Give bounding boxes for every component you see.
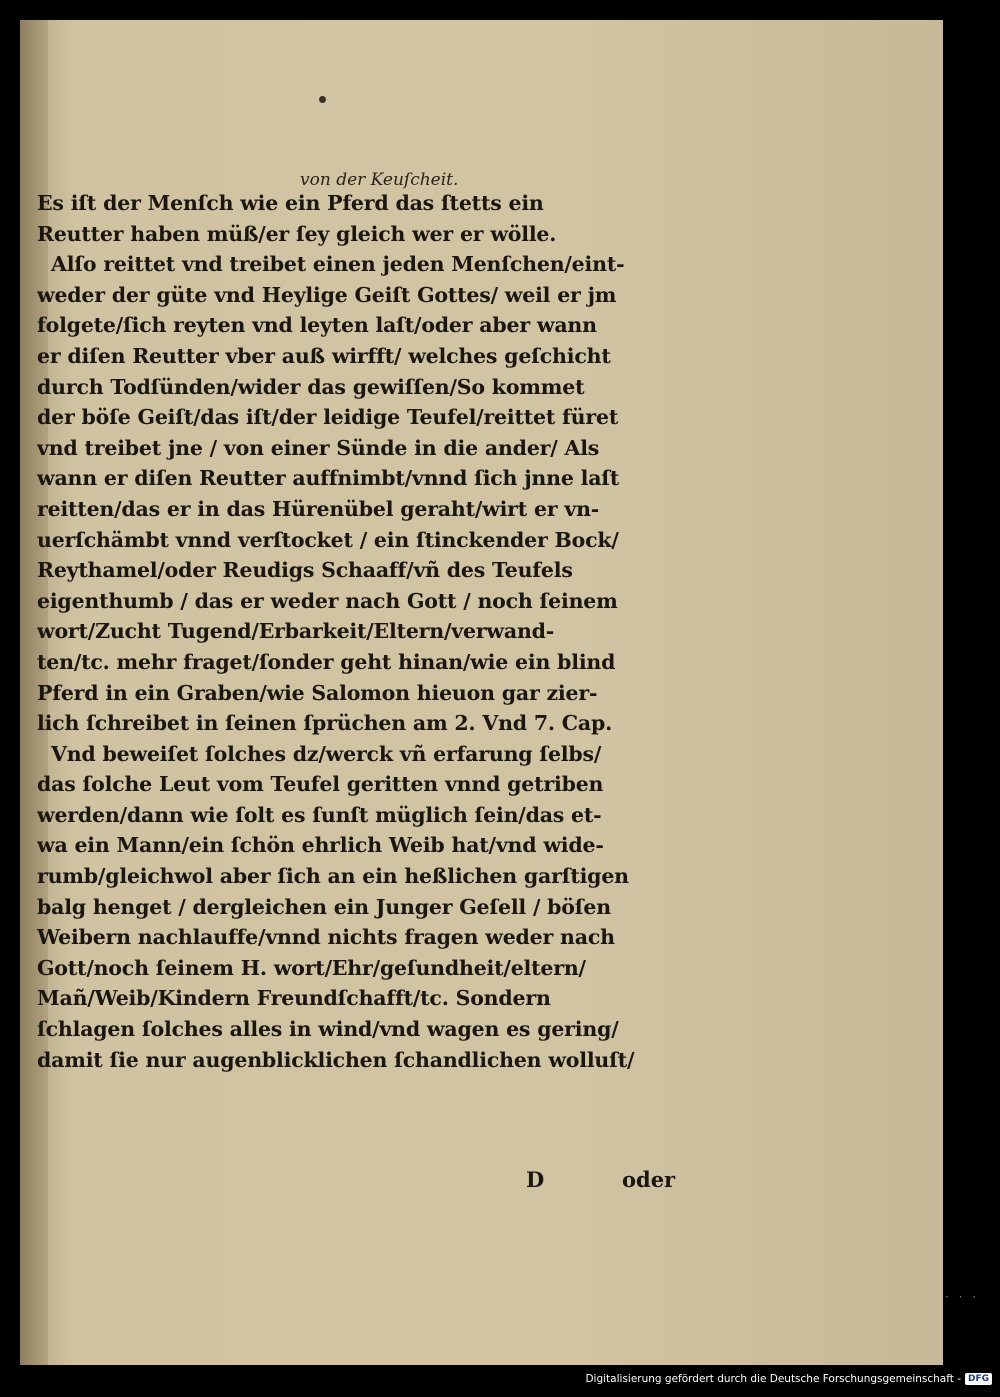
text-line: wann er diſen Reutter auffnimbt/vnnd ſich jnne laſt — [37, 466, 620, 491]
text-line: er diſen Reutter vber auß wirfft/ welches geſchicht — [37, 343, 611, 368]
text-line: durch Todſünden/wider das gewiſſen/So kommet — [37, 374, 585, 399]
text-line: der böſe Geiſt/das iſt/der leidige Teufel/reittet füret — [37, 405, 619, 430]
text-line: balg henget / dergleichen ein Junger Geſell / böſen — [37, 894, 611, 919]
text-line: damit ſie nur augenblicklichen ſchandlichen wolluſt/ — [37, 1047, 635, 1072]
text-line: Gott/noch ſeinem H. wort/Ehr/geſundheit/eltern/ — [37, 955, 586, 980]
text-line: weder der güte vnd Heylige Geiſt Gottes/ weil er jm — [37, 282, 617, 307]
text-line: lich ſchreibet in ſeinen ſprüchen am 2. Vnd 7. Cap. — [37, 711, 613, 736]
text-line: Mañ/Weib/Kindern Freundſchafft/tc. Sondern — [37, 986, 551, 1011]
text-line: Reythamel/oder Reudigs Schaaff/vñ des Teufels — [37, 558, 573, 583]
text-line: werden/dann wie ſolt es ſunſt müglich ſein/das et- — [37, 802, 602, 827]
signature-mark: D — [526, 1167, 545, 1192]
text-line: wa ein Mann/ein ſchön ehrlich Weib hat/vnd wide- — [37, 833, 604, 858]
text-line: vnd treibet jne / von einer Sünde in die ander/ Als — [37, 435, 600, 460]
text-line: reitten/das er in das Hürenübel geraht/wirt er vn- — [37, 496, 600, 521]
text-line: das ſolche Leut vom Teufel geritten vnnd getriben — [37, 772, 604, 797]
running-head: von der Keuſcheit. — [300, 170, 459, 190]
text-line: rumb/gleichwol aber ſich an ein heßlichen garſtigen — [37, 864, 629, 889]
page-body-text — [37, 188, 709, 1075]
text-line: Alſo reittet vnd treibet einen jeden Menſchen/eint- — [51, 252, 625, 277]
dfg-logo: DFG — [965, 1373, 992, 1385]
text-line: ſchlagen ſolches alles in wind/vnd wagen es gering/ — [37, 1017, 619, 1042]
catchword: oder — [622, 1167, 676, 1192]
viewer-edge-dots: · · · — [945, 1290, 980, 1304]
ink-dot-mark — [319, 96, 326, 103]
text-line: Pferd in ein Graben/wie Salomon hieuon gar zier- — [37, 680, 598, 705]
text-line: wort/Zucht Tugend/Erbarkeit/Eltern/verwand- — [37, 619, 555, 644]
text-line: ten/tc. mehr fraget/ſonder geht hinan/wie ein blind — [37, 649, 616, 674]
text-line: folgete/ſich reyten vnd leyten laſt/oder aber wann — [37, 313, 597, 338]
book-page-scan — [20, 20, 943, 1365]
funding-footer — [585, 1373, 992, 1385]
text-line: eigenthumb / das er weder nach Gott / noch ſeinem — [37, 588, 618, 613]
text-line: Vnd beweiſet ſolches dz/werck vñ erfarung ſelbs/ — [51, 741, 602, 766]
funding-credit-text: Digitalisierung gefördert durch die Deutsche Forschungsgemeinschaft - — [585, 1373, 961, 1385]
text-line: Weibern nachlauffe/vnnd nichts fragen weder nach — [37, 925, 615, 950]
text-line: Reutter haben müß/er ſey gleich wer er wölle. — [37, 221, 557, 246]
text-line: Es iſt der Menſch wie ein Pferd das ſtetts ein — [37, 191, 544, 215]
text-line: uerſchämbt vnnd verſtocket / ein ſtinckender Bock/ — [37, 527, 619, 552]
